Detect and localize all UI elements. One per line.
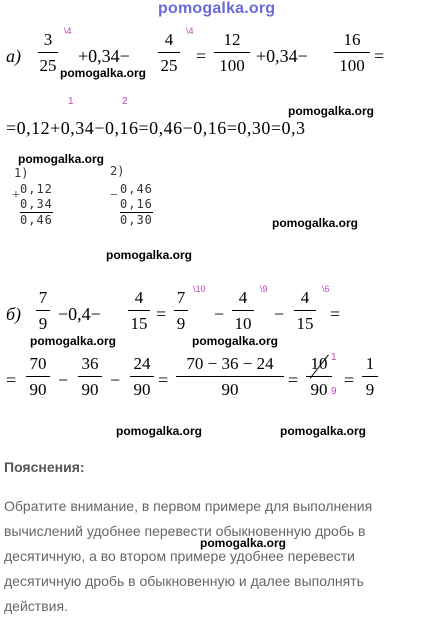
watermark: pomogalka.org [30,334,117,348]
equals-sign: = [6,370,17,390]
equals-sign: = [158,370,169,390]
watermark: pomogalka.org [116,424,203,438]
multiplier: \6 [322,284,330,294]
watermark: pomogalka.org [60,66,147,80]
equals-sign: = [288,370,299,390]
expr-plus-034: +0,34− [256,46,308,66]
fraction-7-9: 7 9 [36,288,50,334]
fraction-4-10: 4 10 [232,288,254,334]
watermark: pomogalka.org [288,104,375,118]
fraction-12-100: 12 100 [214,30,250,76]
equals-sign: = [156,304,167,324]
expr-plus-034: +0,34− [78,46,130,66]
explanation-text: Обратите внимание, в первом примере для выполнения вычислений удобнее перевести обыкновенную дробь в десятичную, а во втором примере удобнее перевести десятичную дробь в обыкновенную и далее выполнять действия. [4,498,373,614]
calc-2-label: 2) [110,164,125,178]
fraction-3-25: 3 25 [39,30,57,75]
column-calc-2: 0,46 0,16 0,30 [120,182,153,227]
column-calc-1: 0,12 0,34 0,46 [20,182,53,227]
multiplier: \4 [64,26,72,36]
watermark: pomogalka.org [280,424,367,438]
fraction-24-90: 24 90 [130,354,154,400]
equals-sign: = [344,370,355,390]
fraction-4-15: 4 15 [128,288,150,334]
calc-1-label: 1) [14,166,29,180]
multiplier: \4 [186,26,194,36]
step-number: 1 [68,96,74,107]
fraction-4-25: 4 25 [158,30,180,76]
part-b-label: б) [6,304,22,324]
multiplier: \9 [260,284,268,294]
result-line-a: =0,12+0,34−0,16=0,46−0,16=0,30=0,3 [6,118,306,138]
watermark: pomogalka.org [106,248,193,262]
part-a-label: а) [6,46,21,66]
fraction-7-9: 7 9 [174,288,188,334]
expr-minus-04: −0,4− [58,304,101,324]
multiplier: \10 [193,284,206,294]
step-number: 2 [122,96,128,107]
equals-sign: = [196,46,207,66]
fraction-1-9: 1 9 [362,354,378,400]
fraction-10-90-reduced: 10 90 [306,354,332,400]
fraction-16-100: 16 100 [334,30,370,76]
watermark-top: pomogalka.org [158,0,276,17]
fraction-70-90: 70 90 [26,354,50,400]
reduced-denominator: 9 [331,386,337,397]
fraction-sum: 70 − 36 − 24 90 [176,354,284,400]
watermark: pomogalka.org [200,536,287,550]
watermark: pomogalka.org [192,334,279,348]
equals-sign: = [374,46,385,66]
explanation-title: Пояснения: [4,459,85,475]
watermark: pomogalka.org [272,216,359,230]
minus-sign: − [274,304,285,324]
equals-sign: = [330,304,341,324]
watermark: pomogalka.org [18,152,105,166]
reduced-numerator: 1 [331,352,337,363]
plus-sign: + [12,188,20,203]
minus-sign: − [110,188,118,203]
minus-sign: − [58,370,69,390]
fraction-36-90: 36 90 [78,354,102,400]
fraction-4-15: 4 15 [294,288,316,334]
minus-sign: − [214,304,225,324]
minus-sign: − [110,370,121,390]
